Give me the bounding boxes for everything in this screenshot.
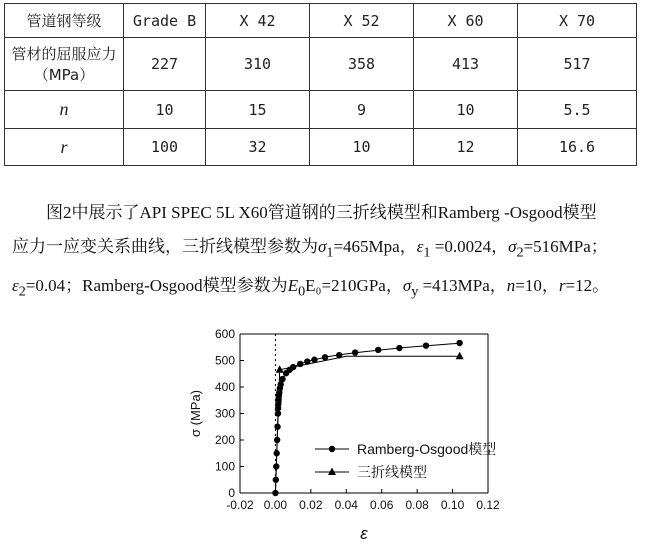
subscript: 1 bbox=[326, 244, 334, 261]
table-cell: 12 bbox=[414, 129, 518, 166]
parameter-table-wrap bbox=[4, 3, 636, 166]
x-tick-label: 0.08 bbox=[405, 498, 429, 512]
x-tick-label: -0.02 bbox=[226, 498, 254, 512]
paragraph-text: =0.04；Ramberg-Osgood模型参数为 bbox=[25, 276, 288, 296]
paragraph-text: =12。 bbox=[565, 276, 610, 296]
row-label-r: r bbox=[5, 129, 124, 166]
row-label-n: n bbox=[5, 91, 124, 129]
r-symbol: r bbox=[558, 276, 566, 296]
y-axis-label: σ (MPa) bbox=[188, 389, 203, 438]
table-row bbox=[5, 38, 637, 91]
table-cell: 310 bbox=[206, 38, 310, 91]
x-axis-label: ε bbox=[360, 524, 368, 543]
table-cell: 9 bbox=[310, 91, 414, 129]
subscript: 0 bbox=[298, 283, 306, 300]
header-cell: X 52 bbox=[310, 4, 414, 38]
table-row bbox=[5, 129, 637, 166]
paragraph-text: 应力一应变关系曲线，三折线模型参数为 bbox=[12, 237, 318, 256]
sigma-symbol: σ bbox=[402, 276, 412, 296]
header-cell: X 70 bbox=[518, 4, 637, 38]
x-tick-label: 0.12 bbox=[476, 498, 500, 512]
subscript: 2 bbox=[516, 244, 524, 261]
legend-label: 三折线模型 bbox=[357, 464, 427, 480]
row-label-yield-stress bbox=[5, 38, 124, 91]
paragraph-line-1 bbox=[12, 196, 652, 230]
subscript: 2 bbox=[18, 283, 26, 300]
y-tick-label: 0 bbox=[228, 486, 235, 500]
description-paragraph bbox=[12, 196, 652, 309]
legend-triangle-marker bbox=[328, 468, 336, 476]
ro-point bbox=[322, 354, 328, 360]
paragraph-line-3 bbox=[12, 269, 652, 308]
row-label-line: 管材的屈服应力 bbox=[11, 45, 117, 63]
ro-point bbox=[352, 349, 358, 355]
table-cell: 413 bbox=[414, 38, 518, 91]
y-tick-label: 600 bbox=[214, 327, 235, 341]
sigma-symbol: σ bbox=[508, 237, 517, 256]
x-tick-label: 0.06 bbox=[370, 498, 394, 512]
ro-point bbox=[423, 342, 429, 348]
ro-point bbox=[456, 340, 462, 346]
table-cell: 32 bbox=[206, 129, 310, 166]
table-cell: 10 bbox=[414, 91, 518, 129]
table-cell: 15 bbox=[206, 91, 310, 129]
table-header-row bbox=[5, 4, 637, 38]
x-tick-label: 0.10 bbox=[440, 498, 465, 512]
header-cell: X 60 bbox=[414, 4, 518, 38]
paragraph-text: =10， bbox=[515, 276, 559, 296]
x-tick-label: 0.02 bbox=[299, 498, 323, 512]
table-cell: 10 bbox=[124, 91, 206, 129]
header-cell: X 42 bbox=[206, 4, 310, 38]
paragraph-line-2 bbox=[12, 230, 652, 269]
y-tick-label: 500 bbox=[214, 353, 235, 368]
parameter-table bbox=[4, 3, 637, 166]
table-row bbox=[5, 91, 637, 129]
epsilon-symbol: ε bbox=[416, 237, 424, 256]
legend-label: Ramberg-Osgood模型 bbox=[357, 441, 497, 457]
header-cell: Grade B bbox=[124, 4, 206, 38]
ro-point bbox=[396, 345, 402, 351]
header-cell: 管道钢等级 bbox=[5, 4, 124, 38]
subscript: 1 bbox=[423, 244, 431, 261]
subscript: y bbox=[411, 283, 419, 300]
trilinear-point bbox=[456, 352, 464, 360]
y-tick-label: 400 bbox=[214, 380, 235, 394]
ro-point bbox=[279, 376, 285, 382]
table-cell: 358 bbox=[310, 38, 414, 91]
sigma-symbol: σ bbox=[318, 237, 327, 256]
paragraph-text: =413MPa， bbox=[418, 276, 507, 296]
n-symbol: n bbox=[506, 276, 516, 296]
e0-symbol: E bbox=[287, 276, 299, 296]
table-cell: 227 bbox=[124, 38, 206, 91]
table-cell: 10 bbox=[310, 129, 414, 166]
stress-strain-chart bbox=[148, 318, 512, 544]
paragraph-text: 图2中展示了API SPEC 5L X60管道钢的三折线模型和Ramberg -Osgood模型 bbox=[46, 203, 597, 222]
x-tick-label: 0.00 bbox=[263, 498, 288, 512]
epsilon-symbol: ε bbox=[12, 276, 19, 296]
y-tick-label: 300 bbox=[214, 406, 235, 421]
ro-point bbox=[375, 347, 381, 353]
y-tick-label: 200 bbox=[214, 433, 235, 447]
legend-circle-marker bbox=[329, 446, 335, 452]
table-cell: 100 bbox=[124, 129, 206, 166]
x-tick-label: 0.04 bbox=[334, 498, 358, 512]
row-label-line: （MPa） bbox=[33, 66, 95, 84]
table-cell: 5.5 bbox=[518, 91, 637, 129]
paragraph-text: =465Mpa， bbox=[333, 237, 417, 256]
table-cell: 517 bbox=[518, 38, 637, 91]
table-cell: 16.6 bbox=[518, 129, 637, 166]
paragraph-text: E₀=210GPa， bbox=[305, 276, 403, 296]
paragraph-text: =0.0024， bbox=[430, 237, 509, 256]
y-tick-label: 100 bbox=[214, 459, 235, 474]
chart-svg bbox=[148, 318, 512, 544]
paragraph-text: =516MPa； bbox=[523, 237, 608, 256]
